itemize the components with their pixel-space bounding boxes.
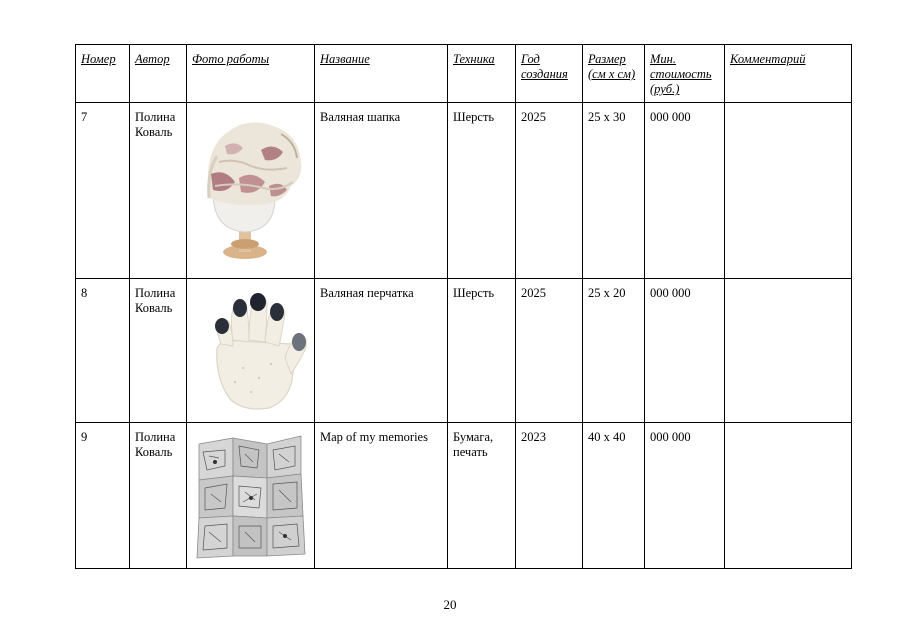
header-price: Мин. стоимость (руб.) bbox=[645, 45, 725, 103]
felt-glove-photo bbox=[195, 288, 307, 412]
table-header-row bbox=[76, 45, 852, 103]
cell-photo bbox=[187, 103, 315, 279]
header-size: Размер (см х см) bbox=[583, 45, 645, 103]
cell-number: 7 bbox=[76, 103, 130, 279]
folded-paper-map-photo bbox=[195, 432, 307, 560]
header-number: Номер bbox=[76, 45, 130, 103]
cell-photo bbox=[187, 423, 315, 569]
cell-comment bbox=[725, 279, 852, 423]
cell-title: Валяная шапка bbox=[315, 103, 448, 279]
cell-technique: Шерсть bbox=[448, 103, 516, 279]
header-technique: Техника bbox=[448, 45, 516, 103]
cell-price: 000 000 bbox=[645, 103, 725, 279]
cell-number: 8 bbox=[76, 279, 130, 423]
cell-technique: Бумага, печать bbox=[448, 423, 516, 569]
header-author: Автор bbox=[130, 45, 187, 103]
cell-title: Map of my memories bbox=[315, 423, 448, 569]
table-row bbox=[76, 423, 852, 569]
cell-technique: Шерсть bbox=[448, 279, 516, 423]
table-row bbox=[76, 103, 852, 279]
header-photo: Фото работы bbox=[187, 45, 315, 103]
cell-comment bbox=[725, 423, 852, 569]
cell-number: 9 bbox=[76, 423, 130, 569]
page-number: 20 bbox=[443, 597, 457, 612]
cell-title: Валяная перчатка bbox=[315, 279, 448, 423]
header-comment: Комментарий bbox=[725, 45, 852, 103]
table-row bbox=[76, 279, 852, 423]
cell-comment bbox=[725, 103, 852, 279]
cell-author: Полина Коваль bbox=[130, 279, 187, 423]
cell-size: 25 х 30 bbox=[583, 103, 645, 279]
cell-year: 2023 bbox=[516, 423, 583, 569]
cell-size: 40 х 40 bbox=[583, 423, 645, 569]
cell-year: 2025 bbox=[516, 279, 583, 423]
cell-photo bbox=[187, 279, 315, 423]
cell-author: Полина Коваль bbox=[130, 103, 187, 279]
artworks-table bbox=[75, 44, 852, 569]
header-year: Год создания bbox=[516, 45, 583, 103]
cell-author: Полина Коваль bbox=[130, 423, 187, 569]
cell-price: 000 000 bbox=[645, 423, 725, 569]
header-title: Название bbox=[315, 45, 448, 103]
cell-year: 2025 bbox=[516, 103, 583, 279]
cell-price: 000 000 bbox=[645, 279, 725, 423]
felt-hat-on-stand-photo bbox=[195, 112, 307, 264]
cell-size: 25 х 20 bbox=[583, 279, 645, 423]
